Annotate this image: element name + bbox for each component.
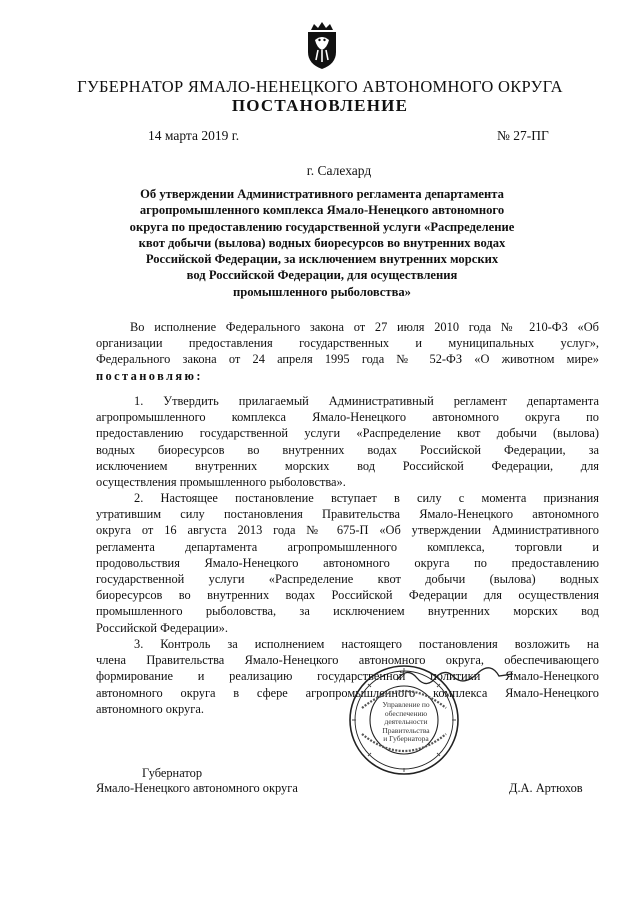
paragraph-1: [96, 393, 599, 490]
title-line: промышленного рыболовства»: [233, 284, 411, 299]
body-line: осуществления промышленного рыболовства».: [96, 475, 346, 490]
body-line: члена Правительства Ямало-Ненецкого автономного округа, обеспечивающего: [96, 653, 599, 668]
decree-word: постановляю:: [96, 368, 203, 383]
body-line: 1. Утвердить прилагаемый Административный регламент департамента: [134, 394, 599, 408]
body-line: предоставлению государственной услуги «Распределение квот добычи (вылова): [96, 426, 599, 441]
document-type: ПОСТАНОВЛЕНИЕ: [231, 96, 409, 115]
seal-line: Управление по: [382, 700, 430, 709]
document-city: г. Салехард: [306, 163, 372, 178]
body-line: утратившим силу постановления Правительства Ямало-Ненецкого автономного: [96, 507, 599, 522]
seal-line: Правительства: [382, 725, 430, 735]
signatory-name: Д.А. Артюхов: [509, 781, 583, 795]
signatory-region: Ямало-Ненецкого автономного округа: [96, 781, 298, 795]
document-title: [112, 186, 532, 300]
body-line: Российской Федерации».: [96, 620, 228, 635]
body-line: водных биоресурсов во внутренних водах Российской Федерации, за: [96, 442, 599, 457]
body-line: автономного округа в сфере агропромышленного комплекса Ямало-Ненецкого: [96, 685, 599, 700]
seal-line: обеспечению: [384, 708, 428, 718]
document-issuer: ГУБЕРНАТОР ЯМАЛО-НЕНЕЦКОГО АВТОНОМНОГО ОКРУГА: [77, 77, 563, 96]
handwritten-signature: [395, 664, 515, 688]
body-line: 3. Контроль за исполнением настоящего постановления возложить на: [134, 637, 599, 651]
body-line: 2. Настоящее постановление вступает в силу с момента признания: [134, 491, 599, 505]
document-date: 14 марта 2019 г.: [148, 128, 240, 143]
title-line: агропромышленного комплекса Ямало-Ненецкого автономного: [139, 203, 505, 218]
body-line: формирование и реализацию государственной политики Ямало-Ненецкого: [96, 669, 599, 684]
body-line: Федерального закона от 24 апреля 1995 года № 52-ФЗ «О животном мире»: [96, 352, 599, 367]
preamble: [96, 319, 599, 384]
body-line: округа от 16 августа 2013 года № 675-П «Об утверждении Административного: [96, 523, 599, 538]
body-line: продовольствия Ямало-Ненецкого автономного округа по предоставлению: [96, 555, 599, 570]
body-line: агропромышленного комплекса Ямало-Ненецкого автономного округа по: [96, 410, 599, 425]
seal-line: и Губернатора: [383, 734, 429, 744]
title-line: вод Российской Федерации, для осуществления: [186, 268, 458, 283]
body-line: организации предоставления государственных и муниципальных услуг»,: [96, 336, 599, 351]
body-line: Во исполнение Федерального закона от 27 июля 2010 года № 210-ФЗ «Об: [130, 320, 599, 334]
title-line: квот добычи (вылова) водных биоресурсов во внутренних водах: [138, 235, 506, 250]
title-line: округа по предоставлению государственной услуги «Распределение: [129, 219, 515, 234]
body-line: автономного округа.: [96, 701, 204, 716]
body-line: промышленного рыболовства, за исключением внутренних морских вод: [96, 604, 599, 619]
signatory-title: Губернатор: [142, 766, 203, 780]
title-line: Об утверждении Административного регламента департамента: [140, 187, 504, 201]
coat-of-arms-emblem: [305, 20, 339, 70]
seal-line: деятельности: [384, 717, 428, 727]
seal-inner-text: [376, 701, 436, 744]
title-line: Российской Федерации, за исключением внутренних морских: [145, 252, 499, 267]
body-line: исключением внутренних морских вод Российской Федерации, для: [96, 458, 599, 473]
body-line: регламента департамента агропромышленного комплекса, торговли и: [96, 539, 599, 554]
document-number: № 27-ПГ: [497, 128, 549, 143]
paragraph-2: [96, 490, 599, 636]
body-line: биоресурсов во внутренних водах Российской Федерации для осуществления: [96, 588, 599, 603]
body-line: государственной услуги «Распределение квот добычи (вылова) водных: [96, 572, 599, 587]
